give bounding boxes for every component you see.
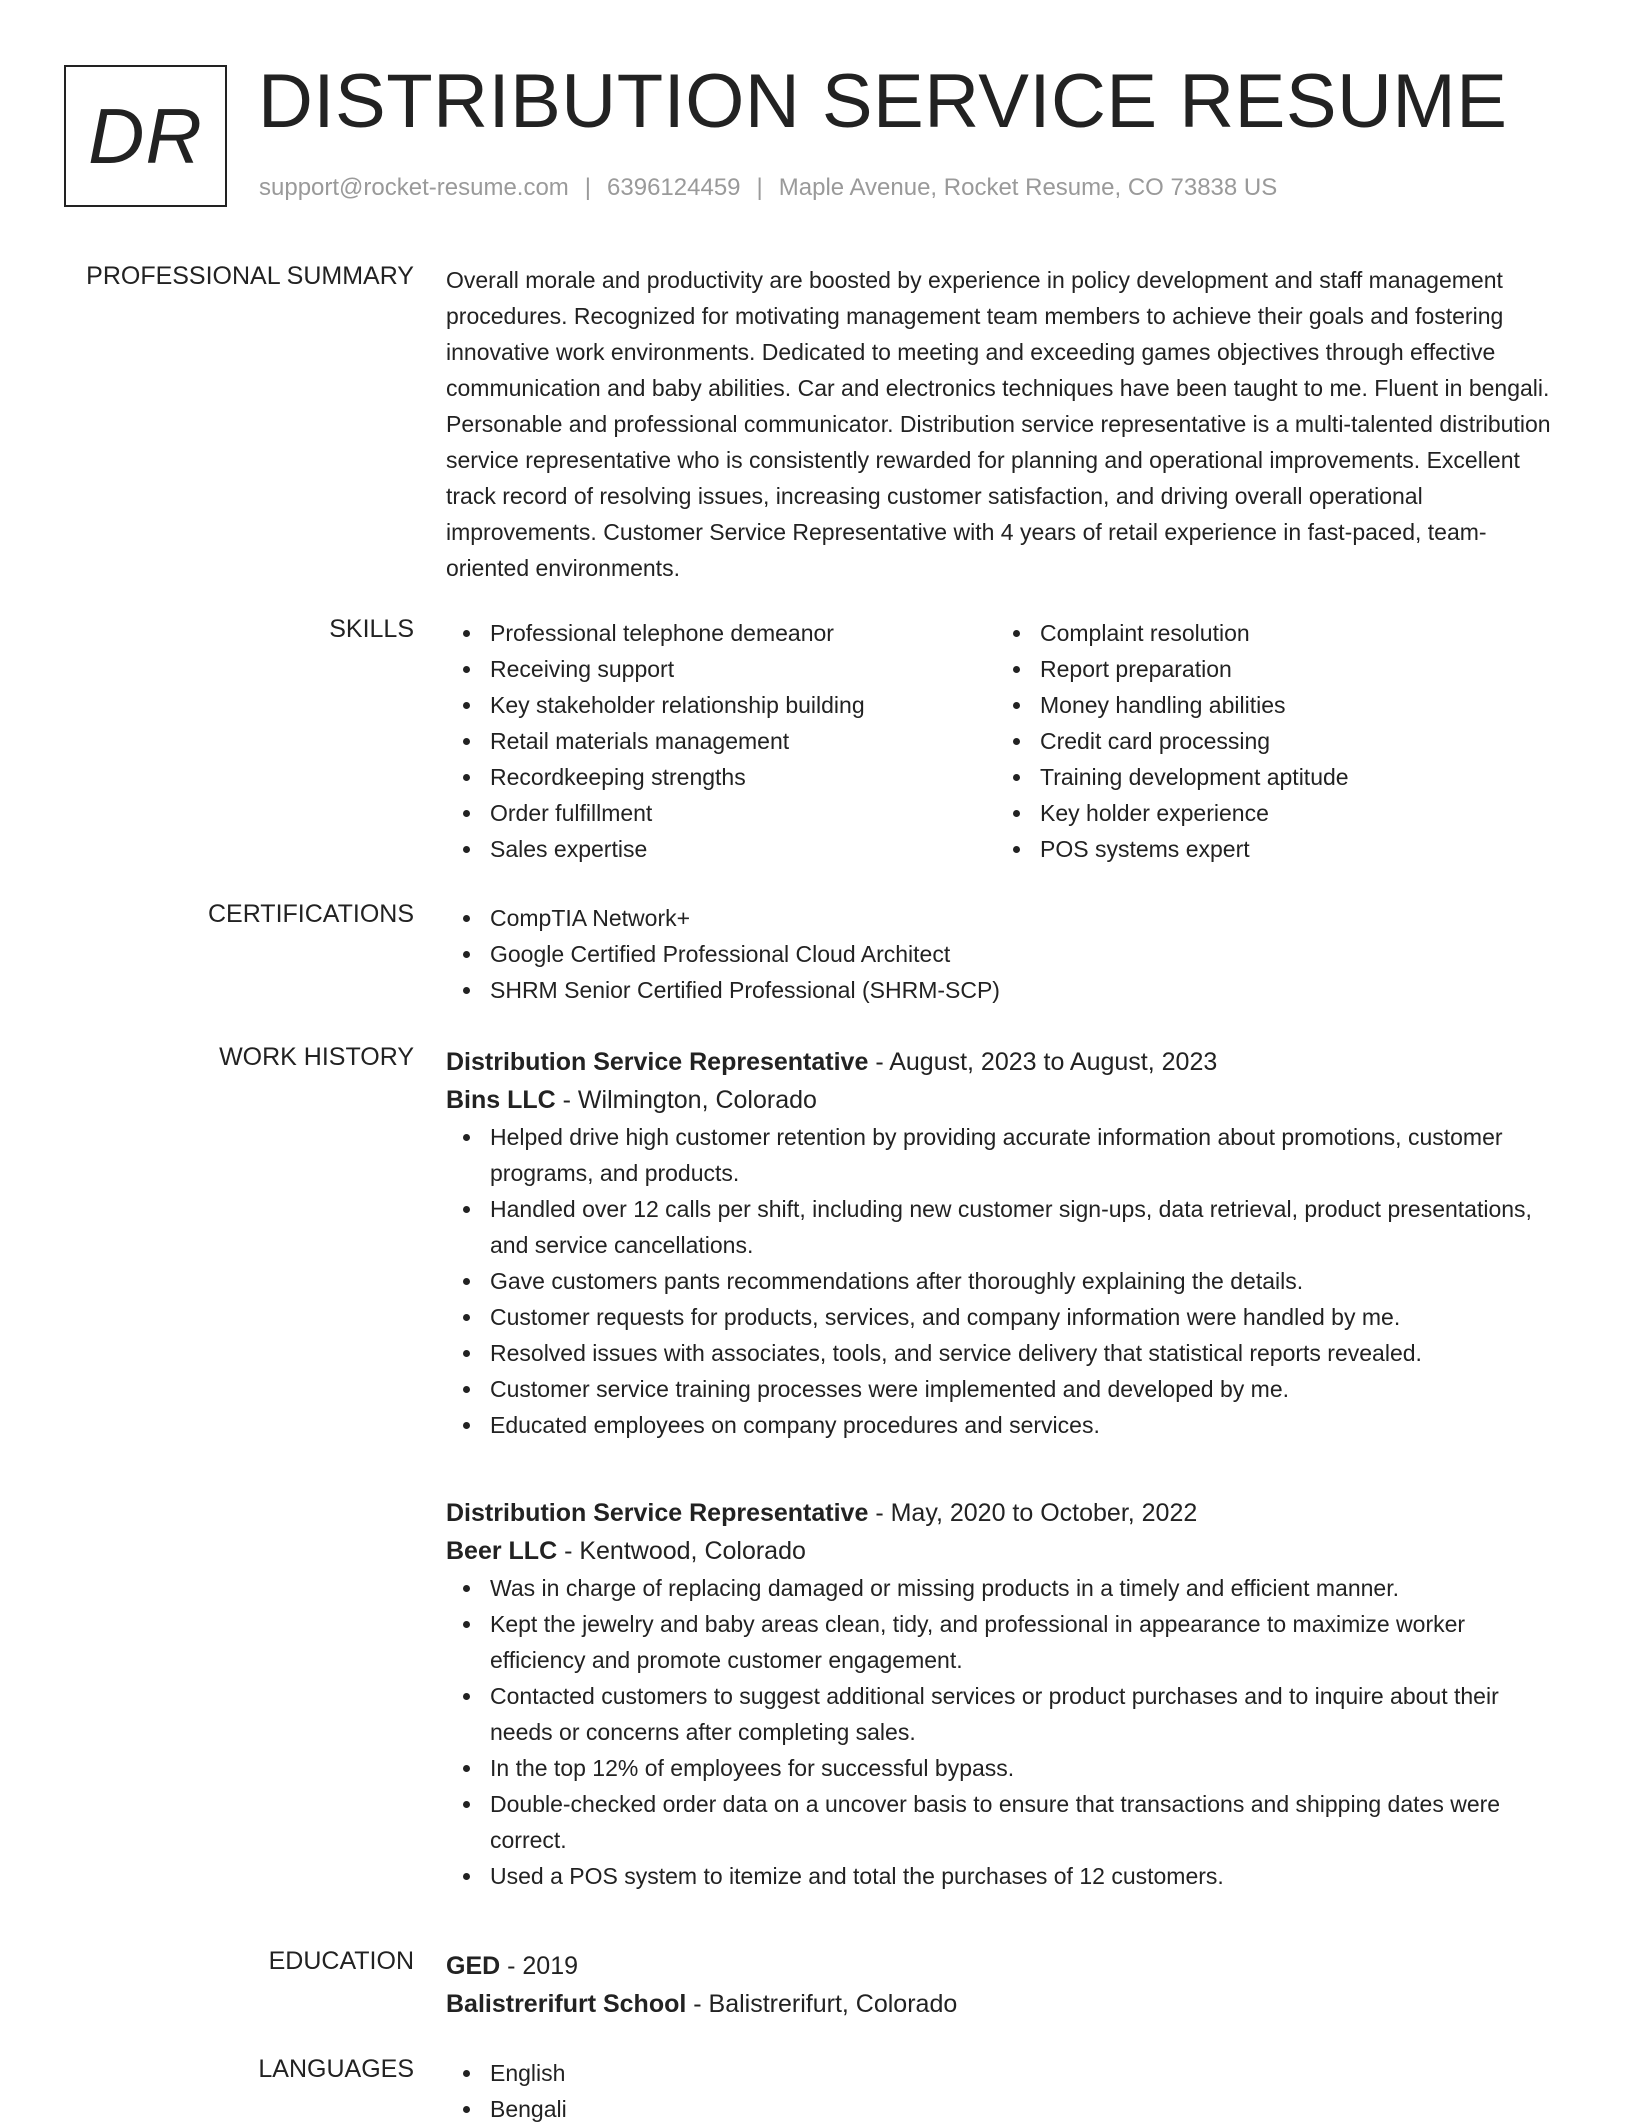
contact-email[interactable]: support@rocket-resume.com	[259, 174, 569, 201]
job-duty: Customer service training processes were implemented and developed by me.	[446, 1371, 1566, 1407]
section-label: EDUCATION	[268, 1947, 414, 1975]
job-duty: Educated employees on company procedures and services.	[446, 1407, 1566, 1443]
skill-item: Report preparation	[996, 651, 1546, 687]
job-location: - Kentwood, Colorado	[557, 1537, 806, 1565]
skills-list-left	[446, 615, 996, 867]
contact-phone[interactable]: 6396124459	[607, 174, 741, 201]
contact-separator: |	[756, 174, 763, 201]
certification-item: SHRM Senior Certified Professional (SHRM-SCP)	[446, 972, 1566, 1008]
job-dates: - August, 2023 to August, 2023	[868, 1048, 1218, 1076]
monogram-text: DR	[88, 91, 203, 180]
certification-item: Google Certified Professional Cloud Architect	[446, 936, 1566, 972]
job-duty: Handled over 12 calls per shift, including new customer sign-ups, data retrieval, product presentations, and service cancellations.	[446, 1191, 1566, 1263]
skill-item: Receiving support	[446, 651, 996, 687]
skills-list-right	[996, 615, 1546, 867]
certifications-list	[446, 900, 1566, 1008]
section-label: LANGUAGES	[258, 2055, 414, 2083]
monogram-logo	[64, 65, 227, 207]
job-duty: Resolved issues with associates, tools, and service delivery that statistical reports revealed.	[446, 1335, 1566, 1371]
job-title: Distribution Service Representative	[446, 1499, 869, 1527]
job-title: Distribution Service Representative	[446, 1048, 869, 1076]
job-duty: Gave customers pants recommendations after thoroughly explaining the details.	[446, 1263, 1566, 1299]
education-degree: GED	[446, 1952, 501, 1980]
contact-line	[259, 174, 1277, 202]
job-duty: Kept the jewelry and baby areas clean, tidy, and professional in appearance to maximize worker efficiency and promote customer engagement.	[446, 1606, 1566, 1678]
skill-item: Money handling abilities	[996, 687, 1546, 723]
education-degree-line	[446, 1947, 1566, 1985]
job-entry	[446, 1494, 1566, 1894]
skill-item: Complaint resolution	[996, 615, 1546, 651]
language-item: Bengali	[446, 2091, 1566, 2127]
section-label: SKILLS	[329, 615, 414, 643]
job-duty: Used a POS system to itemize and total the purchases of 12 customers.	[446, 1858, 1566, 1894]
job-duties-list	[446, 1570, 1566, 1894]
certification-item: CompTIA Network+	[446, 900, 1566, 936]
section-label: WORK HISTORY	[219, 1043, 414, 1071]
job-company: Beer LLC	[446, 1537, 558, 1565]
education-year: - 2019	[500, 1952, 579, 1980]
job-duty: Was in charge of replacing damaged or missing products in a timely and efficient manner.	[446, 1570, 1566, 1606]
job-title-line	[446, 1043, 1566, 1081]
skill-item: Key stakeholder relationship building	[446, 687, 996, 723]
job-duty: Customer requests for products, services, and company information were handled by me.	[446, 1299, 1566, 1335]
job-duties-list	[446, 1119, 1566, 1443]
section-label: CERTIFICATIONS	[207, 900, 414, 928]
contact-separator: |	[584, 174, 592, 201]
skill-item: Key holder experience	[996, 795, 1546, 831]
education-location: - Balistrerifurt, Colorado	[686, 1990, 958, 2018]
education-school-line	[446, 1985, 1566, 2023]
job-entry	[446, 1043, 1566, 1443]
job-duty: Double-checked order data on a uncover basis to ensure that transactions and shipping dates were correct.	[446, 1786, 1566, 1858]
job-duty: Contacted customers to suggest additional services or product purchases and to inquire about their needs or concerns after completing sales.	[446, 1678, 1566, 1750]
skill-item: POS systems expert	[996, 831, 1546, 867]
job-company-line	[446, 1081, 1566, 1119]
section-label: PROFESSIONAL SUMMARY	[86, 262, 414, 290]
skill-item: Training development aptitude	[996, 759, 1546, 795]
resume-title: DISTRIBUTION SERVICE RESUME	[258, 59, 1508, 144]
skill-item: Retail materials management	[446, 723, 996, 759]
skill-item: Professional telephone demeanor	[446, 615, 996, 651]
skill-item: Recordkeeping strengths	[446, 759, 996, 795]
skill-item: Credit card processing	[996, 723, 1546, 759]
education-school: Balistrerifurt School	[446, 1990, 687, 2018]
job-duty: In the top 12% of employees for successful bypass.	[446, 1750, 1566, 1786]
skill-item: Sales expertise	[446, 831, 996, 867]
summary-text: Overall morale and productivity are boosted by experience in policy development and staff management procedures. Recognized for motivating management team members to achieve their goals and fostering innovative work environments. Dedicated to meeting and exceeding games objectives through effective communication and baby abilities. Car and electronics techniques have been taught to me. Fluent in bengali. Personable and professional communicator. Distribution service representative is a multi-talented distribution service representative who is consistently rewarded for planning and operational improvements. Excellent track record of resolving issues, increasing customer satisfaction, and driving overall operational improvements. Customer Service Representative with 4 years of retail experience in fast-paced, team-oriented environments.	[446, 267, 1551, 581]
job-company: Bins LLC	[446, 1086, 556, 1114]
job-duty: Helped drive high customer retention by providing accurate information about promotions, customer programs, and products.	[446, 1119, 1566, 1191]
job-company-line	[446, 1532, 1566, 1570]
job-location: - Wilmington, Colorado	[555, 1086, 817, 1114]
job-title-line	[446, 1494, 1566, 1532]
contact-address: Maple Avenue, Rocket Resume, CO 73838 US	[778, 174, 1278, 201]
language-item: English	[446, 2055, 1566, 2091]
skill-item: Order fulfillment	[446, 795, 996, 831]
job-dates: - May, 2020 to October, 2022	[868, 1499, 1198, 1527]
languages-list	[446, 2055, 1566, 2127]
